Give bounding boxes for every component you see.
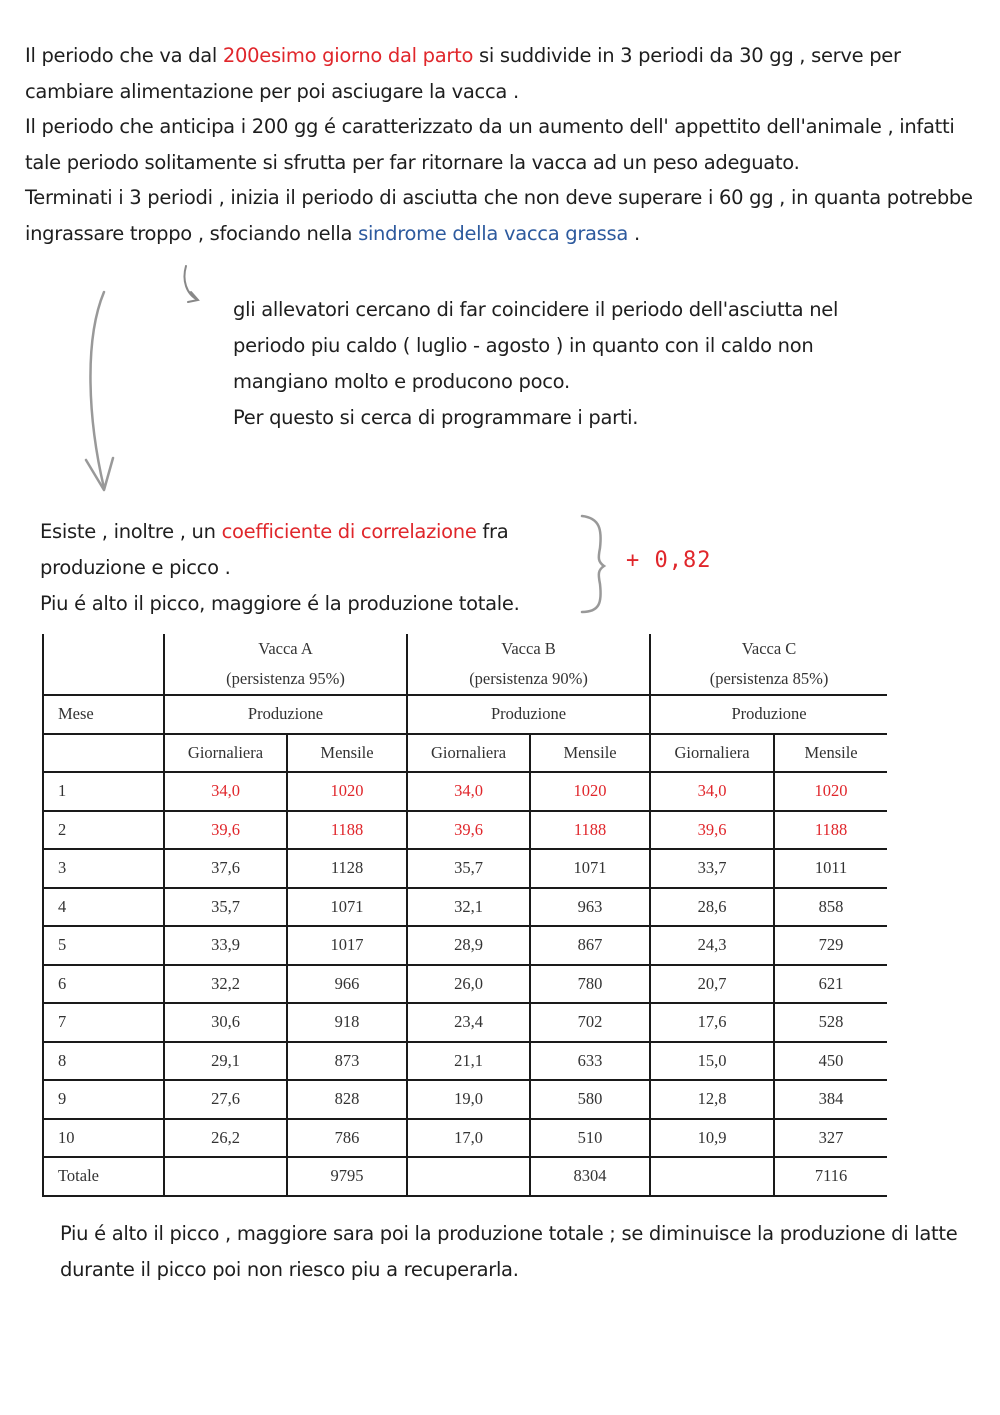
table-cell: 702 xyxy=(530,1003,650,1042)
table-cell: 34,0 xyxy=(407,772,530,811)
header-cow-b: Vacca B (persistenza 90%) xyxy=(407,634,650,695)
table-row xyxy=(43,965,887,1004)
table-cell: 35,7 xyxy=(164,888,287,927)
header-production-b: Produzione xyxy=(407,695,650,734)
table-cell: 580 xyxy=(530,1080,650,1119)
table-cell xyxy=(407,1157,530,1196)
table-cell: 1188 xyxy=(530,811,650,850)
table-cell: 26,2 xyxy=(164,1119,287,1158)
table-cell: 15,0 xyxy=(650,1042,774,1081)
side-note-paragraph-2: Per questo si cerca di programmare i parti. xyxy=(233,406,639,429)
table-cell: 858 xyxy=(774,888,887,927)
table-body xyxy=(43,772,887,1157)
table-cell: 12,8 xyxy=(650,1080,774,1119)
table-cell: 1128 xyxy=(287,849,407,888)
closing-paragraph: Piu é alto il picco , maggiore sara poi la produzione totale ; se diminuisce la produzione di latte durante il picco poi non riesco piu a recuperarla. xyxy=(60,1222,958,1281)
side-note-paragraph-1: gli allevatori cercano di far coincidere il periodo dell'asciutta nel periodo piu caldo ( luglio - agosto ) in quanto con il caldo non mangiano molto e producono poco. xyxy=(233,298,839,393)
table-cell: 33,9 xyxy=(164,926,287,965)
month-cell: 5 xyxy=(43,926,164,965)
table-cell: 32,2 xyxy=(164,965,287,1004)
total-label: Totale xyxy=(43,1157,164,1196)
table-cell: 26,0 xyxy=(407,965,530,1004)
table-cell: 39,6 xyxy=(650,811,774,850)
table-row-total xyxy=(43,1157,887,1196)
table-cell: 33,7 xyxy=(650,849,774,888)
table-cell: 29,1 xyxy=(164,1042,287,1081)
month-cell: 8 xyxy=(43,1042,164,1081)
table-cell: 23,4 xyxy=(407,1003,530,1042)
table-cell: 10,9 xyxy=(650,1119,774,1158)
table-cell: 24,3 xyxy=(650,926,774,965)
table-row xyxy=(43,888,887,927)
table-cell: 27,6 xyxy=(164,1080,287,1119)
table-cell: 786 xyxy=(287,1119,407,1158)
correlation-note xyxy=(40,514,580,622)
table-cell: 1188 xyxy=(774,811,887,850)
header-daily: Giornaliera xyxy=(407,734,530,773)
curly-brace-icon xyxy=(582,516,604,612)
intro-paragraph-2: Il periodo che anticipa i 200 gg é caratterizzato da un aumento dell' appettito dell'animale , infatti tale periodo solitamente si sfrutta per far ritornare la vacca ad un peso adeguato. xyxy=(25,115,955,174)
table-cell: 873 xyxy=(287,1042,407,1081)
table-header-cows xyxy=(43,634,887,695)
table-row xyxy=(43,926,887,965)
side-note xyxy=(233,292,873,436)
table-cell xyxy=(650,1157,774,1196)
correlation-paragraph-2: Piu é alto il picco, maggiore é la produzione totale. xyxy=(40,592,520,615)
table-cell: 1011 xyxy=(774,849,887,888)
header-monthly: Mensile xyxy=(774,734,887,773)
long-down-arrow-icon xyxy=(90,292,104,488)
month-cell: 10 xyxy=(43,1119,164,1158)
table-row xyxy=(43,1119,887,1158)
month-cell: 9 xyxy=(43,1080,164,1119)
table-header-production xyxy=(43,695,887,734)
table-cell: 828 xyxy=(287,1080,407,1119)
table-cell xyxy=(164,1157,287,1196)
highlight-correlation-coefficient: coefficiente di correlazione xyxy=(221,520,477,543)
table-cell: 1017 xyxy=(287,926,407,965)
header-empty-cell xyxy=(43,634,164,695)
header-cow-c: Vacca C (persistenza 85%) xyxy=(650,634,887,695)
table-cell: 621 xyxy=(774,965,887,1004)
table-cell: 450 xyxy=(774,1042,887,1081)
table-cell: 510 xyxy=(530,1119,650,1158)
table-cell: 1020 xyxy=(774,772,887,811)
table-row xyxy=(43,849,887,888)
header-daily: Giornaliera xyxy=(650,734,774,773)
table-cell: 1188 xyxy=(287,811,407,850)
table-row xyxy=(43,811,887,850)
header-month: Mese xyxy=(43,695,164,734)
table-cell: 327 xyxy=(774,1119,887,1158)
table-cell: 1020 xyxy=(287,772,407,811)
table-cell: 32,1 xyxy=(407,888,530,927)
total-cow-b: 8304 xyxy=(530,1157,650,1196)
table-cell: 966 xyxy=(287,965,407,1004)
table-cell: 17,6 xyxy=(650,1003,774,1042)
table-cell: 528 xyxy=(774,1003,887,1042)
table-cell: 35,7 xyxy=(407,849,530,888)
closing-note xyxy=(60,1216,960,1288)
small-curved-arrow-icon xyxy=(185,266,199,302)
table-cell: 729 xyxy=(774,926,887,965)
table-cell: 780 xyxy=(530,965,650,1004)
table-cell: 28,6 xyxy=(650,888,774,927)
table-header-units xyxy=(43,734,887,773)
table-cell: 17,0 xyxy=(407,1119,530,1158)
table-row xyxy=(43,1003,887,1042)
highlight-fat-cow-syndrome: sindrome della vacca grassa xyxy=(358,221,629,245)
total-cow-c: 7116 xyxy=(774,1157,887,1196)
table-cell: 30,6 xyxy=(164,1003,287,1042)
table-cell: 34,0 xyxy=(164,772,287,811)
total-cow-a: 9795 xyxy=(287,1157,407,1196)
header-empty-cell xyxy=(43,734,164,773)
table-cell: 1071 xyxy=(287,888,407,927)
table-cell: 918 xyxy=(287,1003,407,1042)
table-cell: 21,1 xyxy=(407,1042,530,1081)
table-cell: 633 xyxy=(530,1042,650,1081)
table-cell: 1020 xyxy=(530,772,650,811)
table-cell: 28,9 xyxy=(407,926,530,965)
table-cell: 34,0 xyxy=(650,772,774,811)
table-row xyxy=(43,1042,887,1081)
month-cell: 7 xyxy=(43,1003,164,1042)
month-cell: 1 xyxy=(43,772,164,811)
header-production-a: Produzione xyxy=(164,695,407,734)
month-cell: 6 xyxy=(43,965,164,1004)
table-cell: 19,0 xyxy=(407,1080,530,1119)
header-cow-a: Vacca A (persistenza 95%) xyxy=(164,634,407,695)
production-table xyxy=(42,634,887,1197)
table-cell: 37,6 xyxy=(164,849,287,888)
table-row xyxy=(43,772,887,811)
table-cell: 867 xyxy=(530,926,650,965)
table-cell: 20,7 xyxy=(650,965,774,1004)
highlight-200th-day: 200esimo giorno dal parto xyxy=(222,44,474,67)
correlation-paragraph-1: Esiste , inoltre , un coefficiente di correlazione fra produzione e picco . xyxy=(40,520,509,579)
table-cell: 384 xyxy=(774,1080,887,1119)
month-cell: 2 xyxy=(43,811,164,850)
intro-paragraph-1: Il periodo che va dal 200esimo giorno dal parto si suddivide in 3 periodi da 30 gg , serve per cambiare alimentazione per poi asciugare la vacca . xyxy=(25,44,901,103)
intro-paragraph-3: Terminati i 3 periodi , inizia il periodo di asciutta che non deve superare i 60 gg , in quanta potrebbe ingrassare troppo , sfociando nella sindrome della vacca grassa . xyxy=(25,186,973,245)
header-production-c: Produzione xyxy=(650,695,887,734)
header-monthly: Mensile xyxy=(530,734,650,773)
correlation-value: + 0,82 xyxy=(626,548,712,573)
month-cell: 3 xyxy=(43,849,164,888)
header-daily: Giornaliera xyxy=(164,734,287,773)
table-cell: 1071 xyxy=(530,849,650,888)
table-cell: 39,6 xyxy=(164,811,287,850)
header-monthly: Mensile xyxy=(287,734,407,773)
month-cell: 4 xyxy=(43,888,164,927)
table-cell: 963 xyxy=(530,888,650,927)
table-row xyxy=(43,1080,887,1119)
table-cell: 39,6 xyxy=(407,811,530,850)
